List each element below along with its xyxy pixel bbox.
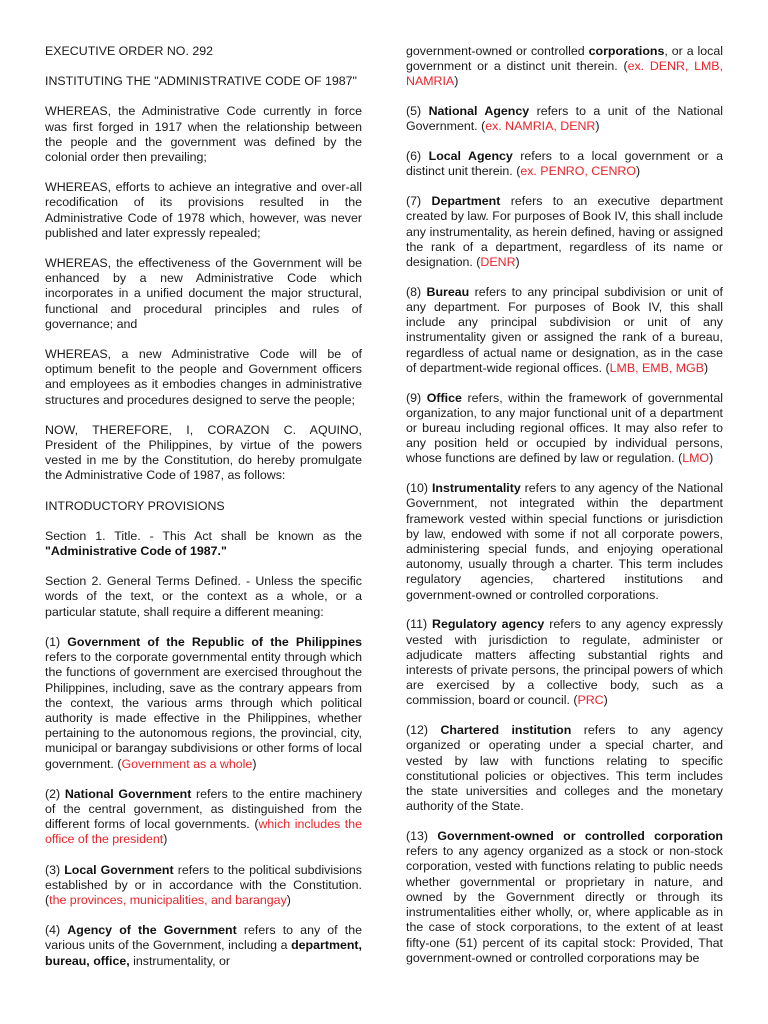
definition-number: (6) (406, 149, 429, 164)
definition-close: ) (595, 119, 600, 134)
definition-number: (9) (406, 390, 427, 405)
definition-note: LMB, EMB, MGB (609, 360, 704, 375)
now-therefore-clause: NOW, THEREFORE, I, CORAZON C. AQUINO, President of the Philippines, by virtue of the powers vested in me by the Constitution, do hereby promulgate the Administrative Code of 1987, as follows: (45, 422, 362, 483)
section-2: Section 2. General Terms Defined. - Unless the specific words of the text, or the context as a whole, or a particular statute, shall require a different meaning: (45, 574, 362, 619)
definition-number: (4) (45, 923, 68, 938)
section-1-text: Section 1. Title. - This Act shall be known as the (45, 528, 362, 543)
definition-text: refers to any principal subdivision or unit of any department. For purposes of Book IV, this shall include any principal subdivision or unit of any instrumentality given or assigned the rank of a bureau, regardless of actual name or designation, as in the case of department-wide regional offices. ( (406, 284, 724, 375)
order-title: EXECUTIVE ORDER NO. 292 (45, 44, 214, 58)
right-column (406, 44, 723, 981)
definition-tail: instrumentality, or (129, 953, 230, 968)
definition-number: (2) (45, 786, 65, 801)
definition-term: Chartered institution (440, 723, 572, 738)
definition-term: Instrumentality (431, 481, 521, 496)
definition-note: DENR (480, 255, 516, 270)
definition-term: Regulatory agency (432, 617, 545, 632)
definition-term: Government-owned or controlled corporation (437, 829, 724, 844)
definition-number: (7) (406, 194, 432, 209)
definition-close: ) (252, 756, 257, 771)
definition-6 (406, 149, 723, 179)
whereas-clause-1: WHEREAS, the Administrative Code currently in force was first forged in 1917 when the relationship between the people and the government was defined by the colonial order then prevailing; (45, 104, 362, 165)
definition-text: refers, within the framework of governmental organization, to any major functional unit of a department or bureau including regional offices. It may also refer to any position held or occupied by individual persons, whose functions are defined by law or regulation. ( (406, 390, 723, 466)
definition-note: which includes the office of the president (45, 817, 363, 847)
definition-10 (406, 481, 723, 603)
definition-text: refers to an executive department created by law. For purposes of Book IV, this shall include any instrumentality, as herein defined, having or assigned the rank of a department, regardless of its name or designation. ( (406, 194, 723, 270)
definition-note: ex. PENRO, CENRO (520, 164, 636, 179)
order-subtitle: INSTITUTING THE "ADMINISTRATIVE CODE OF 1987" (45, 74, 357, 89)
definition-note: Government as a whole (121, 756, 253, 771)
definition-note: the provinces, municipalities, and barangay (49, 892, 287, 907)
definition-text: refers to any agency expressly vested with jurisdiction to regulate, administer or adjudicate matters affecting substantial rights and interests of private persons, the principal powers of which are exercised by a collective body, such as a commission, board or council. ( (406, 617, 723, 708)
definition-term: Government of the Republic of the Philippines (67, 634, 362, 649)
definition-text: government-owned or controlled (406, 44, 589, 58)
introductory-heading: INTRODUCTORY PROVISIONS (45, 498, 225, 513)
definition-number: (13) (406, 829, 438, 844)
definition-number: (5) (406, 104, 429, 119)
definition-11 (406, 617, 723, 708)
definition-number: (1) (45, 634, 68, 649)
definition-text: refers to a unit of the National Government. ( (406, 104, 723, 134)
definition-2 (45, 787, 362, 848)
definition-13 (406, 829, 723, 966)
definition-number: (10) (406, 481, 432, 496)
definition-text: refers to the corporate governmental entity through which the functions of government are exercised throughout the Philippines, including, save as the contrary appears from the context, the various arms through which political authority is made effective in the Philippines, whether pertaining to the autonomous regions, the provincial, city, municipal or barangay subdivisions or other forms of local government. ( (45, 650, 362, 771)
definition-close: ) (515, 255, 520, 270)
definition-term: Local Government (64, 862, 174, 877)
definition-9 (406, 391, 723, 467)
definition-number: (8) (406, 284, 427, 299)
definition-term: Agency of the Government (67, 923, 237, 938)
definition-bold-list: department, bureau, office, (45, 938, 362, 968)
whereas-clause-3: WHEREAS, the effectiveness of the Government will be enhanced by a new Administrative Code which incorporates in a unified document the major structural, functional and procedural principles and rules of governance; and (45, 256, 362, 331)
definition-close: ) (286, 892, 291, 907)
definition-close: ) (709, 451, 714, 466)
definition-number: (11) (406, 617, 432, 632)
definition-text: refers to any of the various units of the Government, including a (45, 923, 362, 953)
section-1-code-name: "Administrative Code of 1987." (45, 544, 227, 559)
definition-7 (406, 194, 723, 270)
definition-term: Department (431, 194, 501, 209)
definition-note: ex. NAMRIA, DENR (485, 119, 596, 134)
definition-text: , or a local government or a distinct unit therein. ( (406, 44, 723, 74)
definition-term: National Agency (428, 104, 530, 119)
definition-number: (12) (406, 723, 441, 738)
definition-1 (45, 635, 362, 772)
definition-text: refers to the entire machinery of the central government, as distinguished from the different forms of local governments. ( (45, 786, 363, 832)
definition-text: refers to a local government or a distinct unit therein. ( (406, 149, 723, 179)
definition-term: Local Agency (428, 149, 513, 164)
definition-close: ) (636, 164, 641, 179)
definition-note: ex. DENR, LMB, NAMRIA (406, 59, 723, 89)
definition-term: corporations (588, 44, 665, 58)
definition-text: refers to any agency of the National Government, not integrated within the department framework vested within special functions or jurisdiction by law, endowed with some if not all corporate powers, administering special funds, and enjoying operational autonomy, usually through a charter. This term includes regulatory agencies, chartered institutions and government-owned or controlled corporations. (406, 481, 723, 602)
definition-4-continued (406, 44, 723, 90)
definition-close: ) (163, 832, 168, 847)
definition-text: refers to any agency organized as a stock or non-stock corporation, vested with functions relating to public needs whether governmental or proprietary in nature, and owned by the Government directly or through its instrumentalities either wholly, or, where applicable as in the case of stock corporations, to the extent of at least fifty-one (51) percent of its capital stock: Provided, That government-owned or controlled corporations may be (406, 844, 723, 965)
definition-close: ) (703, 360, 709, 375)
left-column (45, 44, 362, 984)
definition-4 (45, 923, 362, 969)
definition-12 (406, 723, 723, 814)
definition-term: National Government (64, 786, 192, 801)
definition-3 (45, 863, 362, 909)
whereas-clause-4: WHEREAS, a new Administrative Code will be of optimum benefit to the people and Government officers and employees as it embodies changes in administrative structures and procedures designed to serve the people; (45, 347, 362, 407)
definition-number: (3) (45, 862, 65, 877)
definition-note: PRC (577, 693, 604, 708)
definition-term: Bureau (426, 284, 470, 299)
definition-5 (406, 104, 723, 134)
definition-text: refers to the political subdivisions established by or in accordance with the Constitution. ( (45, 862, 363, 907)
definition-text: refers to any agency organized or operating under a special charter, and vested by law with functions relating to specific constitutional policies or objectives. This term includes the state universities and colleges and the monetary authority of the State. (406, 723, 724, 814)
definition-close: ) (603, 693, 608, 708)
definition-8 (406, 285, 723, 376)
whereas-clause-2: WHEREAS, efforts to achieve an integrative and over-all recodification of its provisions resulted in the Administrative Code of 1978 which, however, was never published and later expressly repealed; (45, 180, 362, 240)
definition-note: LMO (682, 451, 710, 466)
section-1 (45, 529, 362, 559)
definition-close: ) (454, 74, 459, 89)
definition-term: Office (426, 390, 462, 405)
